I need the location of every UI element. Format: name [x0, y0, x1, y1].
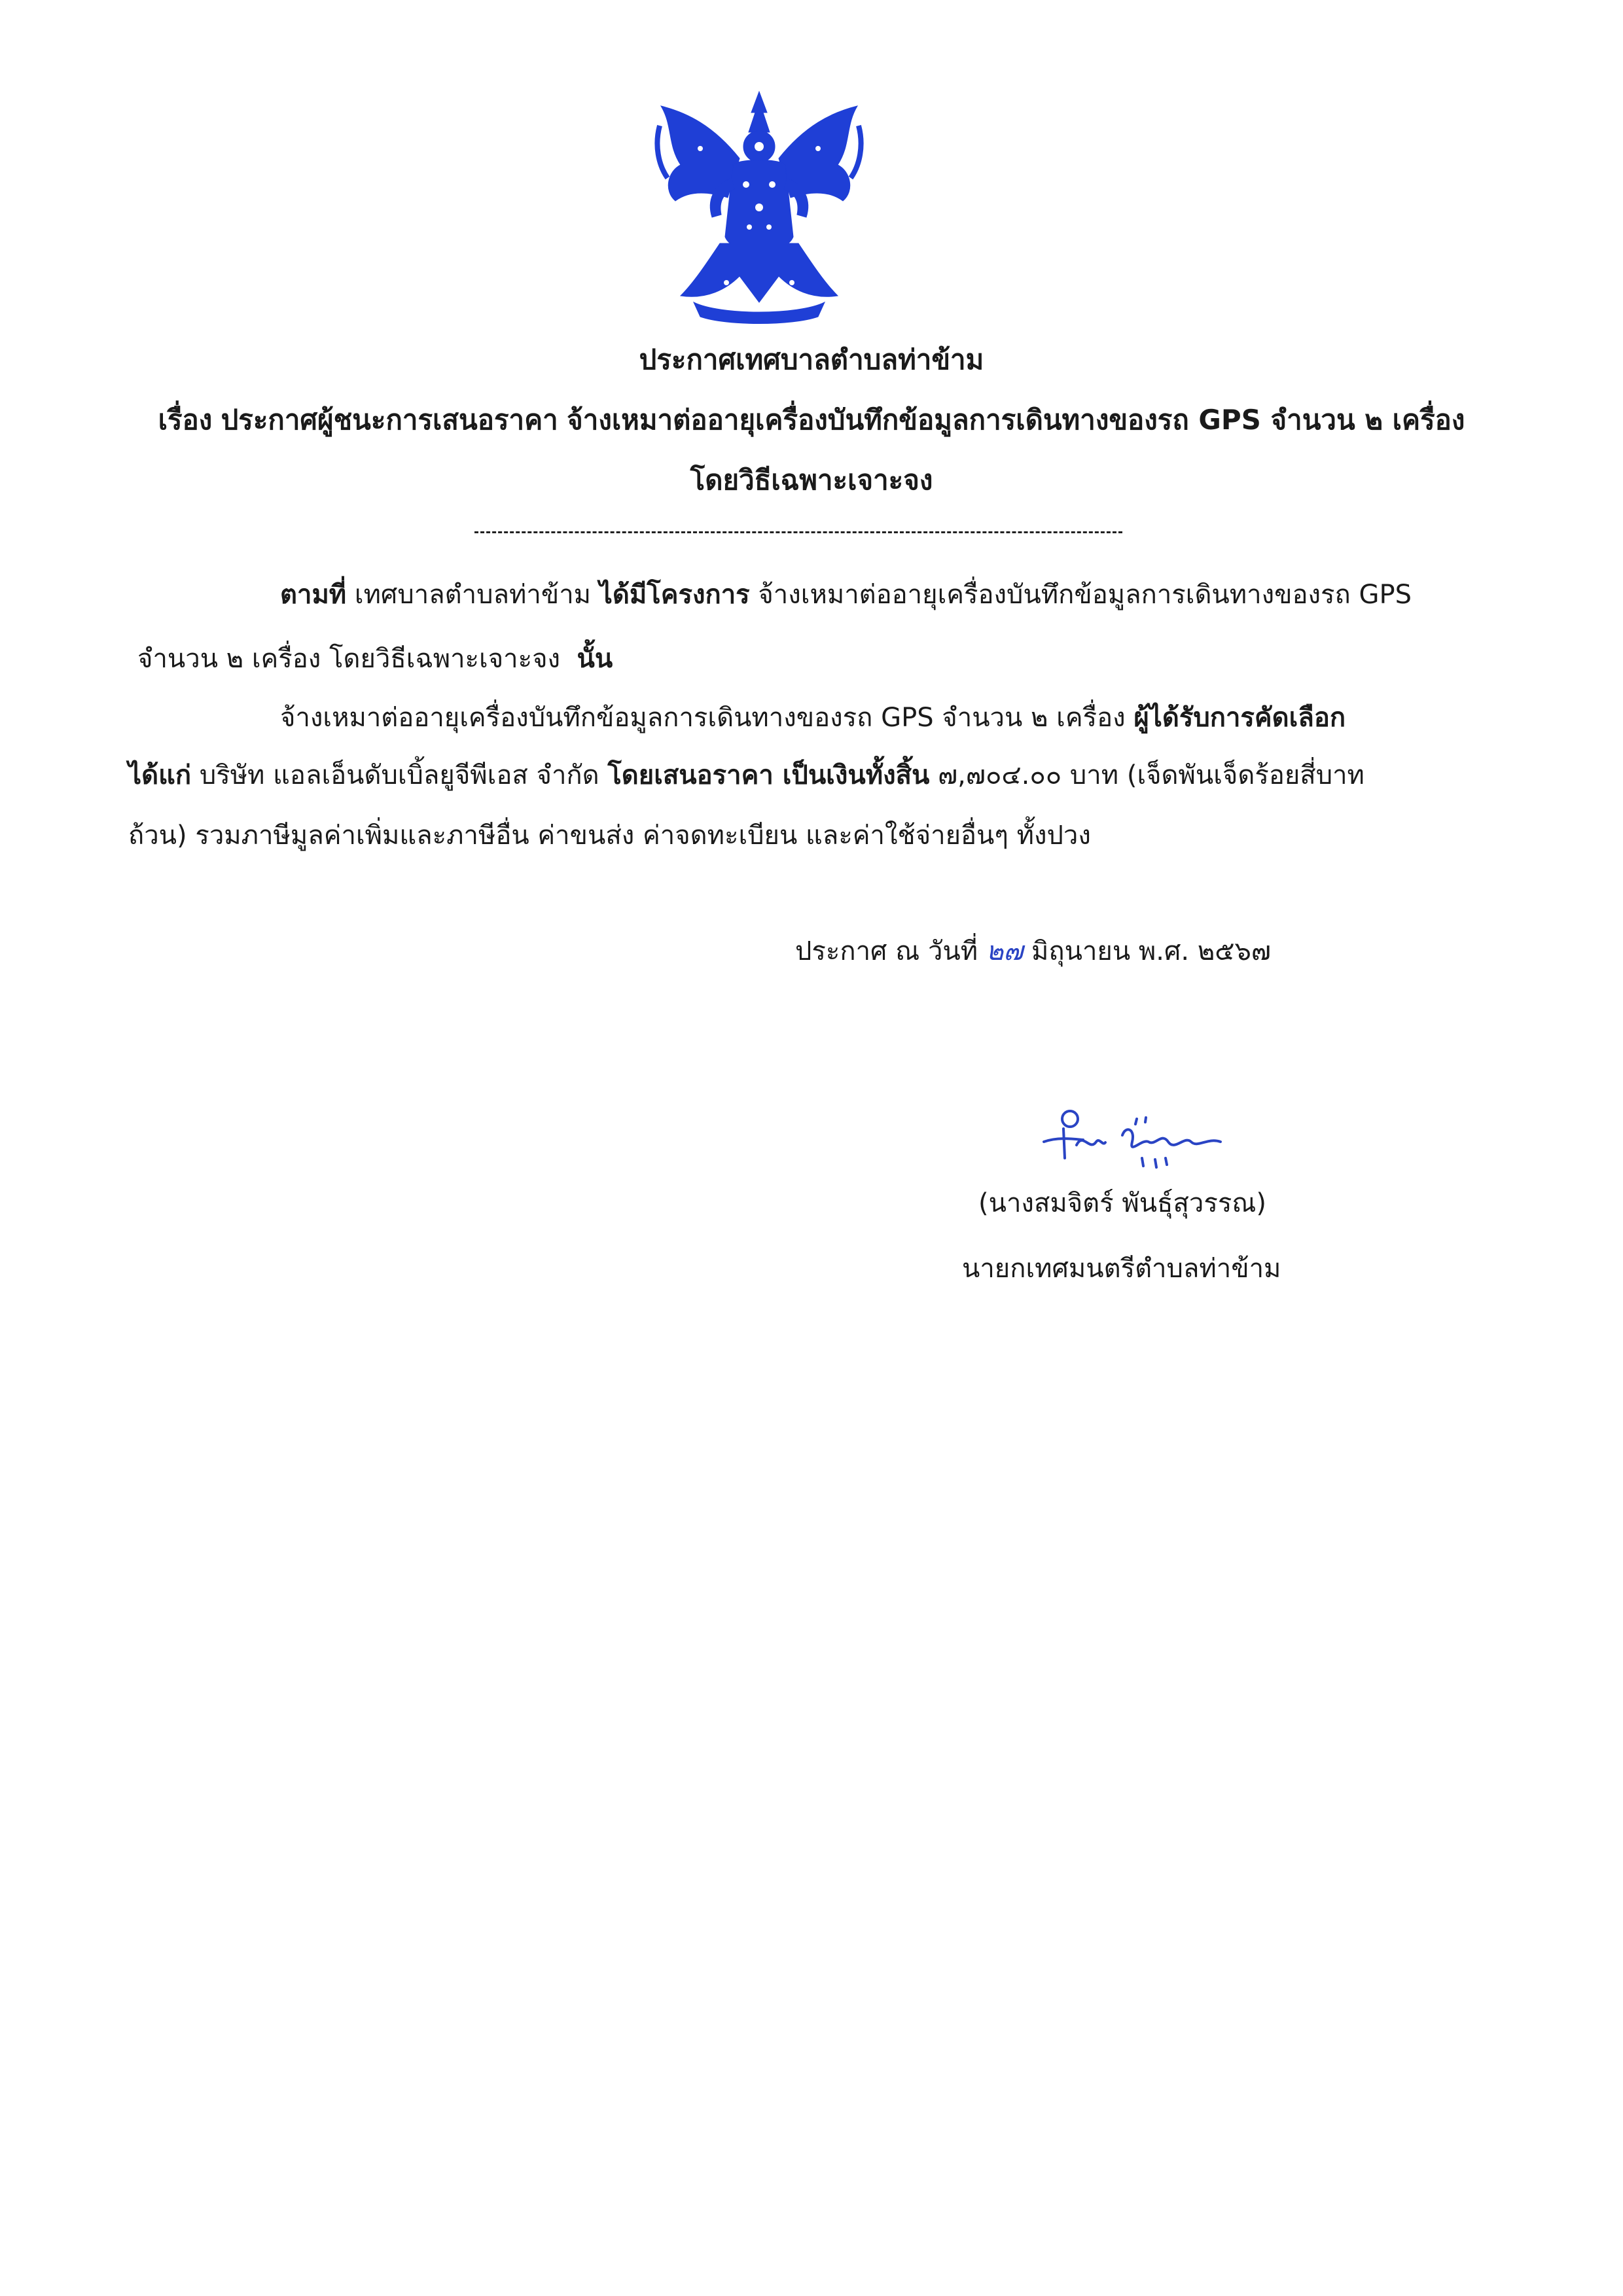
signer-title: นายกเทศมนตรีตำบลท่าข้าม	[962, 1254, 1281, 1284]
paragraph-1-line-2	[137, 640, 613, 678]
p1-bold-project: ได้มีโครงการ	[599, 580, 750, 610]
announcement-subject	[0, 400, 1623, 440]
subject-rest-text: จ้างเหมาต่ออายุเครื่องบันทึกข้อมูลการเดินทางของรถ GPS จำนวน ๒ เครื่อง	[567, 404, 1465, 436]
p1-bold-whereas: ตามที่	[280, 580, 347, 610]
p1-municipality: เทศบาลตำบลท่าข้าม	[354, 580, 592, 610]
p2-bold-namely: ได้แก่	[128, 760, 192, 790]
dashed-divider	[474, 531, 1122, 533]
p2-bold-offer: โดยเสนอราคา เป็นเงินทั้งสิ้น	[607, 760, 930, 790]
date-prefix: ประกาศ ณ วันที่	[795, 936, 978, 966]
paragraph-2-line-2	[128, 756, 1364, 794]
handwritten-signature	[1037, 1106, 1234, 1178]
p1-project-text: จ้างเหมาต่ออายุเครื่องบันทึกข้อมูลการเดินทางของรถ GPS	[758, 580, 1412, 610]
announcement-date	[795, 932, 1271, 970]
p2-bold-selected: ผู้ได้รับการคัดเลือก	[1133, 703, 1346, 733]
announcement-title: ประกาศเทศบาลตำบลท่าข้าม	[639, 344, 984, 376]
date-rest: มิถุนายน พ.ศ. ๒๕๖๗	[1031, 936, 1271, 966]
announcement-subject-line2: โดยวิธีเฉพาะเจาะจง	[690, 464, 933, 496]
p1-bold-that: นั้น	[577, 644, 613, 674]
p2-amount: ๗,๗๐๔.๐๐ บาท (เจ็ดพันเจ็ดร้อยสี่บาท	[938, 760, 1364, 790]
p1-quantity-method: จำนวน ๒ เครื่อง โดยวิธีเฉพาะเจาะจง	[137, 644, 561, 674]
subject-bold-text: ประกาศผู้ชนะการเสนอราคา	[221, 404, 558, 436]
paragraph-2-line-3	[128, 817, 1091, 855]
date-day-handwritten: ๒๗	[986, 936, 1024, 966]
signer-name: (นางสมจิตร์ พันธุ์สุวรรณ)	[978, 1188, 1267, 1218]
p2-inclusions: ถ้วน) รวมภาษีมูลค่าเพิ่มและภาษีอื่น ค่าขนส่ง ค่าจดทะเบียน และค่าใช้จ่ายอื่นๆ ทั้งปวง	[128, 821, 1091, 851]
subject-label: เรื่อง	[158, 404, 213, 436]
paragraph-2-line-1	[280, 699, 1346, 737]
garuda-emblem	[641, 86, 877, 328]
paragraph-1-line-1	[280, 576, 1412, 614]
p2-company-name: บริษัท แอลเอ็นดับเบิ้ลยูจีพีเอส จำกัด	[199, 760, 599, 790]
p2-hire-text: จ้างเหมาต่ออายุเครื่องบันทึกข้อมูลการเดินทางของรถ GPS จำนวน ๒ เครื่อง	[280, 703, 1126, 733]
